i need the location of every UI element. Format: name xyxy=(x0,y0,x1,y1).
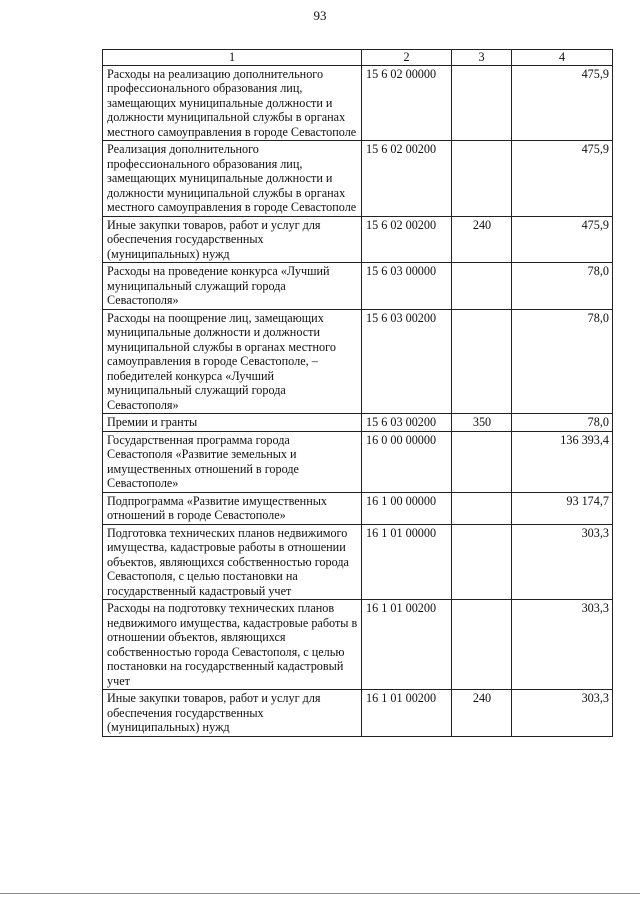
row-expense-type: 240 xyxy=(452,216,512,263)
row-amount: 303,3 xyxy=(512,524,613,600)
table-row xyxy=(103,524,613,600)
row-code: 15 6 03 00200 xyxy=(362,414,452,432)
table-row xyxy=(103,414,613,432)
row-code: 15 6 02 00000 xyxy=(362,65,452,141)
row-expense-type xyxy=(452,524,512,600)
row-expense-type xyxy=(452,431,512,492)
table-row xyxy=(103,141,613,217)
table-row xyxy=(103,431,613,492)
table-row xyxy=(103,690,613,737)
row-amount: 78,0 xyxy=(512,309,613,414)
row-amount: 303,3 xyxy=(512,690,613,737)
header-col-4: 4 xyxy=(512,50,613,66)
header-col-1: 1 xyxy=(103,50,362,66)
row-name: Премии и гранты xyxy=(103,414,362,432)
table-row xyxy=(103,216,613,263)
page-number: 93 xyxy=(313,8,327,23)
table-body xyxy=(103,65,613,736)
row-name: Государственная программа города Севастополя «Развитие земельных и имущественных отношений в городе Севастополе» xyxy=(103,431,362,492)
row-amount: 136 393,4 xyxy=(512,431,613,492)
row-expense-type xyxy=(452,309,512,414)
row-code: 16 1 00 00000 xyxy=(362,492,452,524)
row-name: Расходы на поощрение лиц, замещающих муниципальные должности и должности муниципальной службы в органах местного самоуправления в городе Севастополе, – победителей конкурса «Лучший муниципальный служащий города Севастополя» xyxy=(103,309,362,414)
row-name: Иные закупки товаров, работ и услуг для обеспечения государственных (муниципальных) нужд xyxy=(103,216,362,263)
row-amount: 78,0 xyxy=(512,414,613,432)
row-code: 16 1 01 00200 xyxy=(362,600,452,690)
row-name: Подпрограмма «Развитие имущественных отношений в городе Севастополе» xyxy=(103,492,362,524)
budget-table xyxy=(102,49,613,737)
row-name: Расходы на подготовку технических планов недвижимого имущества, кадастровые работы в отношении объектов, являющихся собственностью города Севастополя, с целью постановки на государственный кадастровый учет xyxy=(103,600,362,690)
row-expense-type xyxy=(452,492,512,524)
header-col-2: 2 xyxy=(362,50,452,66)
table-row xyxy=(103,600,613,690)
table-row xyxy=(103,492,613,524)
row-name: Расходы на проведение конкурса «Лучший муниципальный служащий города Севастополя» xyxy=(103,263,362,310)
table-row xyxy=(103,263,613,310)
row-amount: 303,3 xyxy=(512,600,613,690)
row-amount: 93 174,7 xyxy=(512,492,613,524)
table-row xyxy=(103,65,613,141)
row-code: 15 6 03 00000 xyxy=(362,263,452,310)
row-code: 15 6 02 00200 xyxy=(362,141,452,217)
row-expense-type xyxy=(452,263,512,310)
row-expense-type xyxy=(452,65,512,141)
row-expense-type xyxy=(452,141,512,217)
row-amount: 475,9 xyxy=(512,141,613,217)
row-code: 15 6 03 00200 xyxy=(362,309,452,414)
bottom-divider xyxy=(0,893,640,894)
row-code: 16 1 01 00200 xyxy=(362,690,452,737)
table-header xyxy=(103,50,613,66)
row-expense-type: 350 xyxy=(452,414,512,432)
row-name: Иные закупки товаров, работ и услуг для обеспечения государственных (муниципальных) нужд xyxy=(103,690,362,737)
table-row xyxy=(103,309,613,414)
row-expense-type: 240 xyxy=(452,690,512,737)
row-amount: 78,0 xyxy=(512,263,613,310)
row-code: 16 1 01 00000 xyxy=(362,524,452,600)
row-amount: 475,9 xyxy=(512,65,613,141)
header-col-3: 3 xyxy=(452,50,512,66)
row-name: Расходы на реализацию дополнительного профессионального образования лиц, замещающих муниципальные должности и должности муниципальной службы в органах местного самоуправления в городе Севастополе xyxy=(103,65,362,141)
row-name: Реализация дополнительного профессионального образования лиц, замещающих муниципальные должности и должности муниципальной службы в органах местного самоуправления в городе Севастополе xyxy=(103,141,362,217)
row-name: Подготовка технических планов недвижимого имущества, кадастровые работы в отношении объектов, являющихся собственностью города Севастополя, с целью постановки на государственный кадастровый учет xyxy=(103,524,362,600)
row-code: 15 6 02 00200 xyxy=(362,216,452,263)
row-amount: 475,9 xyxy=(512,216,613,263)
row-code: 16 0 00 00000 xyxy=(362,431,452,492)
row-expense-type xyxy=(452,600,512,690)
header-row xyxy=(103,50,613,66)
